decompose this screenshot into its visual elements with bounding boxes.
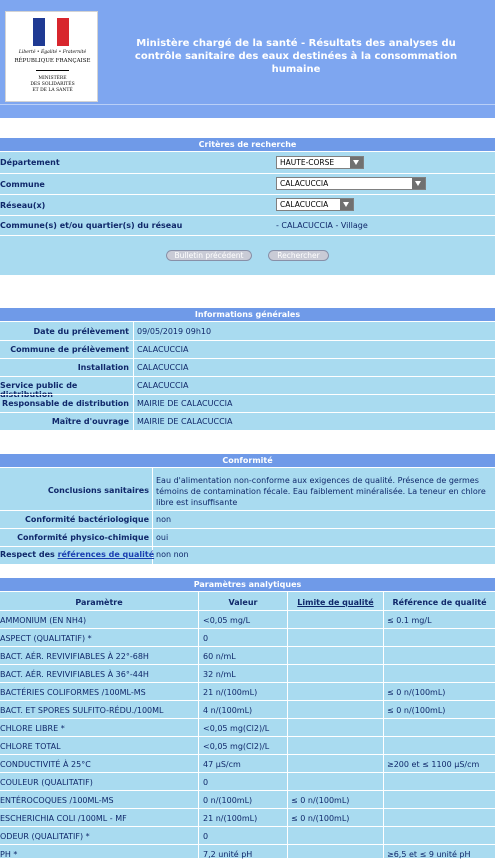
logo-motto: Liberté • Égalité • Fraternité xyxy=(18,50,87,55)
respect-value: non non xyxy=(156,550,189,559)
government-logo xyxy=(5,11,98,102)
page-title: Ministère chargé de la santé - Résultats des analyses du contrôle sanitaire des eaux destinées à la consommation humaine xyxy=(134,38,458,75)
reseau-select[interactable]: CALACUCCIA xyxy=(276,198,354,211)
params-section-title: Paramètres analytiques xyxy=(0,578,495,591)
chevron-down-icon xyxy=(340,199,353,210)
conformity-table xyxy=(0,468,495,564)
page-header xyxy=(0,0,495,118)
quartier-label: Commune(s) et/ou quartier(s) du réseau xyxy=(0,221,183,230)
criteria-panel xyxy=(0,152,495,275)
bact-conformity-label: Conformité bactériologique xyxy=(25,515,149,524)
respect-label: Respect des références de qualité xyxy=(0,550,155,559)
general-row: Service public de CALACUCCIA xyxy=(0,381,189,390)
quality-references-link[interactable]: références de qualité xyxy=(57,550,155,559)
general-row: Maître d'ouvrage MAIRIE DE CALACUCCIA xyxy=(51,417,233,426)
previous-bulletin-button[interactable]: Bulletin précédent xyxy=(166,250,252,261)
value-header: Valeur xyxy=(228,598,258,607)
general-row: Commune de prélèvement CALACUCCIA xyxy=(10,345,189,354)
bact-conformity-value: non xyxy=(156,515,172,524)
limit-header-link[interactable]: Limite de qualité xyxy=(297,598,374,607)
marianne-flag-icon xyxy=(33,18,69,46)
chevron-down-icon xyxy=(350,157,363,168)
ref-header: Référence de qualité xyxy=(392,598,487,607)
general-row: Responsable de distribution MAIRIE DE CALACUCCIA xyxy=(2,399,233,408)
general-section-title: Informations générales xyxy=(0,308,495,321)
logo-divider xyxy=(36,70,69,71)
logo-republic: RÉPUBLIQUE FRANÇAISE xyxy=(14,58,91,64)
commune-label: Commune xyxy=(0,180,45,189)
general-row: Date du prélèvement 09/05/2019 09h10 xyxy=(33,327,212,336)
physchem-conformity-label: Conformité physico-chimique xyxy=(17,533,149,542)
conclusions-value: Eau d'alimentation non-conforme aux exigences de qualité. Présence de germes témoins de contamination fécale. Eau faiblement minéralisée. La teneur en chlore libre est insuffisante xyxy=(156,476,486,507)
params-table: Paramètre Valeur Limite de qualité Référence de qualité AMMONIUM (EN NH4) <0,05 mg/L ≤ 0.1 mg/L ASPECT (QUALITATIF) * 0 BACT. AÉR. REVIVIFIABLES À 22°-68H 60 n/mL BACT. AÉR. REVIVIFIABLES À 36°-44H 32 n/mL BACTÉRIES COLIFORMES /100ML-MS 21 n/(100mL) ≤ 0 n/(100mL) BACT. ET SPORES SULFITO-RÉDU./100ML 4 n/(100mL) ≤ 0 n/(100mL) CHLORE LIBRE * <0,05 mg(Cl2)/L CHLORE TOTAL <0,05 mg(Cl2)/L CONDUCTIVITÉ À 25°C 47 µS/cm ≥200 et ≤ 1100 µS/cm COULEUR (QUALITATIF) 0 ENTÉROCOQUES /100ML-MS 0 n/(100mL) ≤ 0 n/(100mL) ESCHERICHIA COLI /100ML - MF 21 n/(100mL) ≤ 0 n/(100mL) ODEUR (QUALITATIF) * 0 PH * 7,2 unité pH ≥6,5 et ≤ 9 unité pH xyxy=(0,592,495,858)
quartier-value: - CALACUCCIA - Village xyxy=(276,221,368,230)
general-row: Installation CALACUCCIA xyxy=(77,363,189,372)
conclusions-label: Conclusions sanitaires xyxy=(47,486,149,495)
chevron-down-icon xyxy=(412,178,425,189)
search-button[interactable]: Rechercher xyxy=(268,250,329,261)
general-info-table xyxy=(0,322,495,430)
reseau-label: Réseau(x) xyxy=(0,201,46,210)
param-header: Paramètre xyxy=(75,598,123,607)
departement-select[interactable]: HAUTE-CORSE xyxy=(276,156,364,169)
departement-label: Département xyxy=(0,158,60,167)
conformity-section-title: Conformité xyxy=(0,454,495,467)
logo-ministry: MINISTÈRE DES SOLIDARITÉS ET DE LA SANTÉ xyxy=(30,76,75,93)
commune-select[interactable]: CALACUCCIA xyxy=(276,177,426,190)
header-divider xyxy=(0,104,495,105)
criteria-section-title: Critères de recherche xyxy=(0,138,495,151)
physchem-conformity-value: oui xyxy=(156,533,169,542)
